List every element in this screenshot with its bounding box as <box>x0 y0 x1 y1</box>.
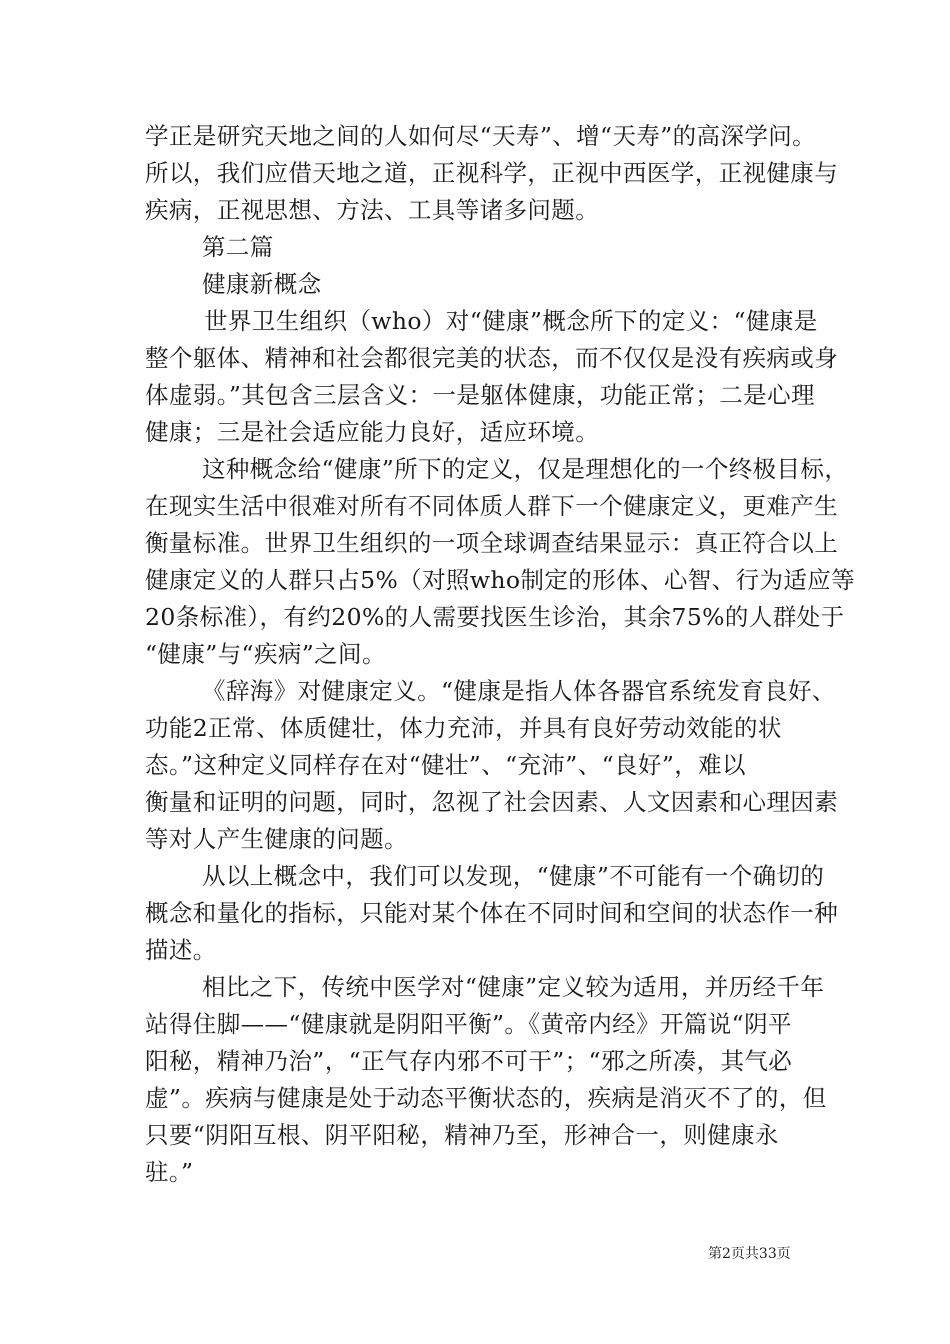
text-line: 虚”。疾病与健康是处于动态平衡状态的，疾病是消灭不了的，但 <box>145 1084 827 1112</box>
text-line: 衡量和证明的问题，同时，忽视了社会因素、人文因素和心理因素 <box>145 788 839 816</box>
text-line: 驻。” <box>145 1158 194 1186</box>
text-line: 站得住脚——“健康就是阴阳平衡”。《黄帝内经》开篇说“阴平 <box>145 1010 792 1038</box>
text-line: 态。”这种定义同样存在对“健壮”、“充沛”、“良好”，难以 <box>145 751 746 779</box>
text-line: 世界卫生组织（who）对“健康”概念所下的定义：“健康是 <box>204 307 818 335</box>
text-line: 20条标准），有约20%的人需要找医生诊治，其余75%的人群处于 <box>145 603 845 631</box>
text-line: 疾病，正视思想、方法、工具等诸多问题。 <box>145 196 600 224</box>
text-line: 相比之下，传统中医学对“健康”定义较为适用，并历经千年 <box>202 973 825 1001</box>
text-line: 健康定义的人群只占5%（对照who制定的形体、心智、行为适应等 <box>145 566 856 594</box>
text-line: 阳秘，精神乃治”，“正气存内邪不可干”；“邪之所凑，其气必 <box>145 1047 793 1075</box>
text-line: “健康”与“疾病”之间。 <box>145 640 386 668</box>
text-line: 整个躯体、精神和社会都很完美的状态，而不仅仅是没有疾病或身 <box>145 344 839 372</box>
text-line: 在现实生活中很难对所有不同体质人群下一个健康定义，更难产生 <box>145 492 839 520</box>
text-line: 只要“阴阳互根、阴平阳秘，精神乃至，形神合一，则健康永 <box>145 1121 779 1149</box>
text-line: 学正是研究天地之间的人如何尽“天寿”、增“天寿”的高深学问。 <box>145 122 817 150</box>
section-heading: 第二篇 <box>202 233 274 261</box>
section-subheading: 健康新概念 <box>202 270 322 298</box>
text-line: 健康；三是社会适应能力良好，适应环境。 <box>145 418 600 446</box>
text-line: 从以上概念中，我们可以发现，“健康”不可能有一个确切的 <box>202 862 825 890</box>
text-line: 体虚弱。”其包含三层含义：一是躯体健康，功能正常；二是心理 <box>145 381 815 409</box>
text-line: 这种概念给“健康”所下的定义，仅是理想化的一个终极目标， <box>202 455 849 483</box>
text-line: 衡量标准。世界卫生组织的一项全球调查结果显示：真正符合以上 <box>145 529 839 557</box>
text-line: 等对人产生健康的问题。 <box>145 825 408 853</box>
text-line: 概念和量化的指标，只能对某个体在不同时间和空间的状态作一种 <box>145 899 839 927</box>
page-number: 第2页共33页 <box>708 1246 791 1262</box>
text-line: 所以，我们应借天地之道，正视科学，正视中西医学，正视健康与 <box>145 159 839 187</box>
text-line: 描述。 <box>145 936 217 964</box>
text-line: 《辞海》对健康定义。“健康是指人体各器官系统发育良好、 <box>202 677 836 705</box>
text-line: 功能2正常、体质健壮，体力充沛，并具有良好劳动效能的状 <box>145 714 782 742</box>
